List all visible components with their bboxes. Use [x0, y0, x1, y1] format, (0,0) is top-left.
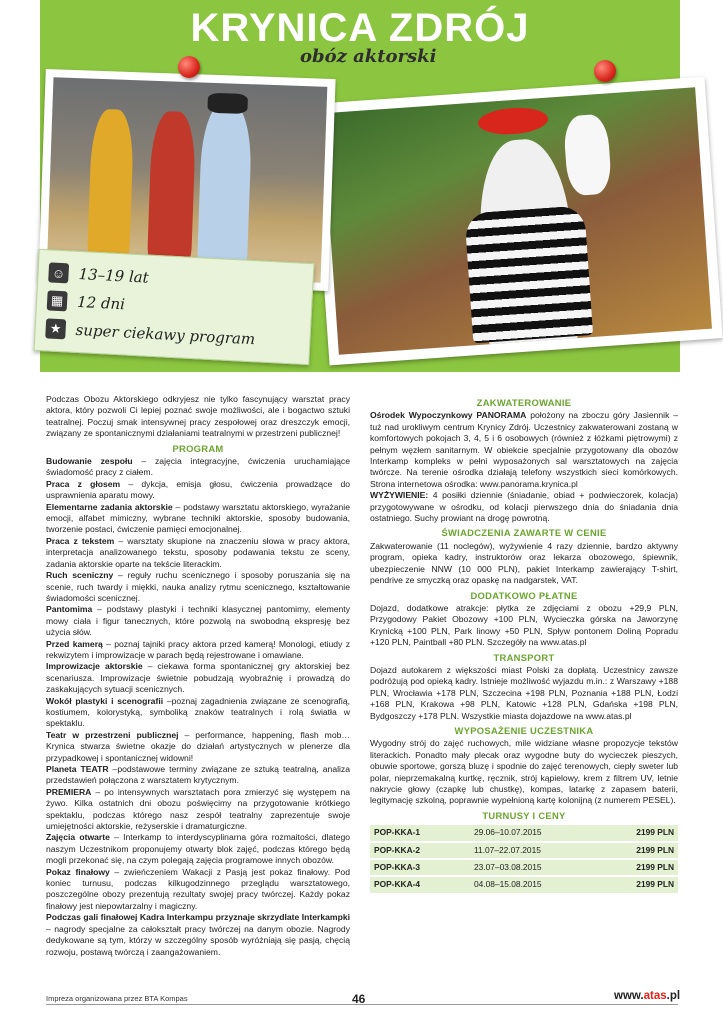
turnus-code: POP-KKA-1	[370, 825, 470, 840]
left-column	[46, 394, 350, 958]
turnus-dates: 29.06–10.07.2015	[470, 825, 590, 840]
program-heading: PROGRAM	[172, 442, 224, 454]
program-item	[46, 456, 350, 479]
swiadczenia-heading: ŚWIADCZENIA ZAWARTE W CENIE	[441, 527, 607, 539]
turnus-price: 2199 PLN	[590, 843, 678, 858]
program-item-term: Pokaz finałowy	[46, 866, 110, 877]
organizer-note: Impreza organizowana przez BTA Kompas	[46, 994, 188, 1003]
program-item-desc: –poznaj zagadnienia związane ze scenografią, kostiumem, kolorystyką, symboliką znaków teatralnych i rolą światła w spektaklu.	[46, 695, 350, 729]
table-row	[370, 825, 678, 840]
program-item	[46, 479, 350, 502]
zakwaterowanie-heading: ZAKWATEROWANIE	[476, 397, 572, 408]
program-item	[46, 502, 350, 536]
turnus-dates: 04.08–15.08.2015	[470, 877, 590, 892]
turnus-price: 2199 PLN	[590, 860, 678, 875]
program-item-desc: – warsztaty skupione na znaczeniu słowa w pracy aktora, interpretacja analizowanego tekstu, sposoby podawania tekstu ze sceny, zadania aktorskie oparte na tekście literackim.	[46, 535, 350, 569]
days-text: 12 dni	[76, 292, 126, 314]
wyposazenie-text: Wygodny strój do zajęć ruchowych, mile widziane własne propozycje tekstów literackich. Ponadto mały plecak oraz wygodne buty do wycieczek pieszych, obuwie sportowe, gorszą bluzę i spodnie do zajęć terenowych, ciepły sweter lub polar, nieprzemakalną kurtkę, ręcznik, strój kąpielowy, krem z filtrem UV, letnie nakrycie głowy (czapkę lub chustkę), kompas, latarkę z zapasem baterii, legitymację szkolną, poprawnie wypełnioną kartę kolonijną (z numerem PESEL).	[370, 738, 678, 806]
page-number: 46	[352, 992, 366, 1006]
card-row-program	[45, 318, 255, 349]
program-item-term: Teatr w przestrzeni publicznej	[46, 729, 179, 740]
dodatkowo-heading: DODATKOWO PŁATNE	[470, 589, 578, 601]
turnus-code: POP-KKA-4	[370, 877, 470, 892]
program-item	[46, 787, 350, 833]
program-item-term: Przed kamerą	[46, 638, 103, 649]
website-link[interactable]	[614, 990, 680, 1002]
program-item	[46, 639, 350, 662]
program-item-desc: – nagrody specjalne za całokształt pracy twórczej na danym obozie. Nagrody dedykowane są tym, którzy w szczególny sposób wyróżniają się pasją, chęcią rozwoju, postawą twórczą i zaangażowaniem.	[46, 923, 350, 957]
program-item-term: PREMIERA	[46, 786, 92, 797]
program-item-term: Pantomima	[46, 604, 93, 615]
program-item	[46, 867, 350, 913]
turnus-dates: 23.07–03.08.2015	[470, 860, 590, 875]
program-item-desc: – performance, happening, flash mob… Krynica stwarza świetne okazje do działań artystycznych w plenerze dla przypadkowej i spontanicznej widowni!	[46, 729, 350, 763]
program-item-term: Budowanie zespołu	[46, 456, 133, 467]
program-item-term: Praca z głosem	[46, 478, 121, 489]
table-row	[370, 877, 678, 892]
turnus-dates: 11.07–22.07.2015	[470, 843, 590, 858]
program-item-term: Planeta TEATR	[46, 764, 109, 774]
program-item	[46, 536, 350, 570]
intro-paragraph: Podczas Obozu Aktorskiego odkryjesz nie tylko fascynujący warsztat pracy aktora, który pozwoli Ci lepiej poznać swoje możliwości, ale i bogactwo sztuki teatralnej. Poczuj smak intensywnej pracy zespołowej oraz dreszczyk emocji, związany ze spontanicznymi działaniami teatralnymi w przestrzeni publicznej!	[46, 394, 350, 439]
program-item	[46, 696, 350, 730]
program-item-desc: – podstawy warsztatu aktorskiego, wyrażanie emocji, alfabet mimiczny, wybrane techniki aktorskie, sposoby budowania, tworzenie postaci, ćwiczenie pamięci emocjonalnej.	[46, 501, 350, 535]
program-item-desc: –podstawowe terminy związane ze sztuką teatralną, analiza przedstawień połączona z warsztatem krytycznym.	[46, 764, 350, 786]
wyzywienie-body: 4 posiłki dziennie (śniadanie, obiad + podwieczorek, kolacja) przygotowywane w ośrodku, od kolacji pierwszego dnia do śniadania dnia ostatniego. Suchy prowiant na drogę powrotną.	[370, 490, 678, 524]
program-text: super ciekawy program	[75, 320, 256, 349]
program-item-desc: – poznaj tajniki pracy aktora przed kamerą! Monologi, etiudy z rekwizytem i improwizacje w parach będą rejestrowane i omawiane.	[46, 638, 350, 660]
program-item-desc: – zajęcia integracyjne, ćwiczenia uruchamiające świadomość pracy z ciałem.	[46, 456, 350, 478]
info-card	[34, 249, 315, 365]
program-item-term: Praca z tekstem	[46, 535, 115, 546]
zakwaterowanie-lead: Ośrodek Wypoczynkowy PANORAMA	[370, 410, 527, 421]
program-item-desc: – podstawy plastyki i techniki klasycznej pantomimy, elementy mowy ciała i figur tanecznych, które pozwolą na swobodną ekspresję bez użycia słów.	[46, 604, 350, 638]
card-row-days	[47, 290, 126, 314]
zakwaterowanie-text	[370, 410, 678, 490]
wyzywienie-text	[370, 490, 678, 524]
program-item	[46, 764, 350, 787]
age-icon: ☺	[48, 262, 69, 283]
table-row	[370, 843, 678, 858]
transport-text: Dojazd autokarem z większości miast Polski za dopłatą. Uczestnicy zawsze podróżują pod opieką kadry. Istnieje możliwość wyjazdu m.in.: z Warszawy +188 PLN, Wrocławia +178 PLN, Szczecina +198 PLN, Poznania +188 PLN, Łodzi +168 PLN, Krakowa +98 PLN, Katowic +128 PLN, Gdańska +198 PLN, Bydgoszczy +178 PLN. Wszystkie miasta dojazdowe na www.atas.pl	[370, 664, 678, 721]
turnus-price: 2199 PLN	[590, 877, 678, 892]
right-column	[370, 394, 678, 895]
dodatkowo-text: Dojazd, dodatkowe atrakcje: płytka ze zdjęciami z obozu +29,9 PLN, Przygodowy Pakiet Obozowy +100 PLN, Wycieczka górska na Jaworzynę Krynicką +100 PLN, Park linowy +50 PLN, Spływ pontonem Doliną Popradu +120 PLN, Paintball +80 PLN. Szczegóły na www.atas.pl	[370, 602, 678, 648]
program-item	[46, 912, 350, 958]
program-item-desc: – reguły ruchu scenicznego i sposoby poruszania się na scenie, ruch twardy i miękki, nauka analizy rytmu scenicznego, kształtowanie świadomości scenicznej.	[46, 570, 350, 603]
pushpin-icon	[594, 60, 616, 82]
turnus-code: POP-KKA-3	[370, 860, 470, 875]
program-item	[46, 730, 350, 764]
program-item	[46, 570, 350, 604]
site-accent: atas	[643, 990, 667, 1002]
zakwaterowanie-body: położony na zboczu góry Jasiennik – tuż nad urokliwym centrum Krynicy Zdrój. Uczestnicy zakwaterowani zostaną w komfortowych pokojach 3, 4, 5 i 6 osobowych (również z łóżkami piętrowymi) z pełnym węzłem sanitarnym. W obiekcie specjalnie przygotowany dla obozów Interkamp kompleks w pełni wyposażonych sal warsztatowych na zajęcia twórcze. Na terenie ośrodka działają telefony wszystkich sieci komórkowych. Strona internetowa ośrodka: www.panorama.krynica.pl	[370, 410, 678, 489]
program-item	[46, 661, 350, 695]
page-title: KRYNICA ZDRÓJ	[190, 6, 530, 50]
program-item-desc: – dykcja, emisja głosu, ćwiczenia prowadzące do usprawnienia aparatu mowy.	[46, 478, 351, 501]
program-list	[46, 456, 350, 958]
program-item-term: Podczas gali finałowej Kadra Interkampu przyznaje skrzydlate Interkampki	[46, 912, 350, 923]
turnus-price: 2199 PLN	[590, 825, 678, 840]
wyzywienie-label: WYŻYWIENIE:	[370, 490, 429, 501]
turnusy-table	[370, 823, 678, 895]
swiadczenia-text: Zakwaterowanie (11 noclegów), wyżywienie 4 razy dziennie, bardzo aktywny program, opieka kadry, instruktorów oraz lekarza obozowego, śpiewnik, ubezpieczenie NNW (10 000 PLN), pakiet Interkamp zawierający T-shirt, pendrive ze smyczką oraz opaskę na nadgarstek, VAT.	[370, 540, 678, 586]
calendar-icon: ▦	[47, 290, 68, 311]
age-text: 13–19 lat	[78, 264, 150, 287]
program-item	[46, 832, 350, 866]
program-item-term: Ruch sceniczny	[46, 570, 114, 581]
star-icon: ★	[45, 318, 66, 339]
turnus-code: POP-KKA-2	[370, 843, 470, 858]
program-item-desc: – ciekawa forma spontanicznej gry aktorskiej bez scenariusza. Improwizacje świetnie pobudzają wyobraźnię i prowadzą do zaskakujących sytuacji scenicznych.	[46, 661, 350, 695]
photo-mime	[311, 77, 722, 366]
turnusy-heading: TURNUSY I CENY	[482, 809, 566, 821]
transport-heading: TRANSPORT	[493, 651, 555, 663]
program-item-desc: – zwieńczeniem Wakacji z Pasją jest pokaz finałowy. Pod koniec turnusu, podczas kilkugodzinnego przeglądu warsztatowego, poszczególne obozy prezentują rezultaty swojej pracy twórczej. Każdy pokaz finałowy jest niepowtarzalny i magiczny.	[46, 866, 350, 911]
pushpin-icon	[178, 56, 200, 78]
site-prefix: www.	[614, 990, 644, 1002]
program-item-term: Wokół plastyki i scenografii	[46, 695, 164, 706]
program-item-term: Zajęcia otwarte	[46, 832, 110, 843]
program-item-term: Elementarne zadania aktorskie	[46, 501, 173, 512]
card-row-age	[48, 262, 149, 287]
program-item-desc: – Interkamp to interdyscyplinarna góra rozmaitości, dlatego naszym Uczestnikom proponujemy otwarty blok zajęć, podczas którego będą mogli przekonać się, na czym polegają zajęcia programowe innych obozów.	[46, 832, 351, 866]
program-item-desc: – po intensywnych warsztatach pora zmierzyć się występem na żywo. Kilka ostatnich dni obozu poświęcimy na przygotowanie krótkiego spektaklu, podczas którego nasz zespół teatralny zaprezentuje swoje umiejętności aktorskie, reżyserskie i dramaturgiczne.	[46, 786, 350, 832]
program-item	[46, 604, 350, 638]
wyposazenie-heading: WYPOSAŻENIE UCZESTNIKA	[454, 724, 594, 736]
page-subtitle: obóz aktorski	[300, 46, 437, 67]
program-item-term: Improwizacje aktorskie	[46, 661, 143, 672]
site-suffix: .pl	[666, 990, 681, 1002]
table-row	[370, 860, 678, 875]
